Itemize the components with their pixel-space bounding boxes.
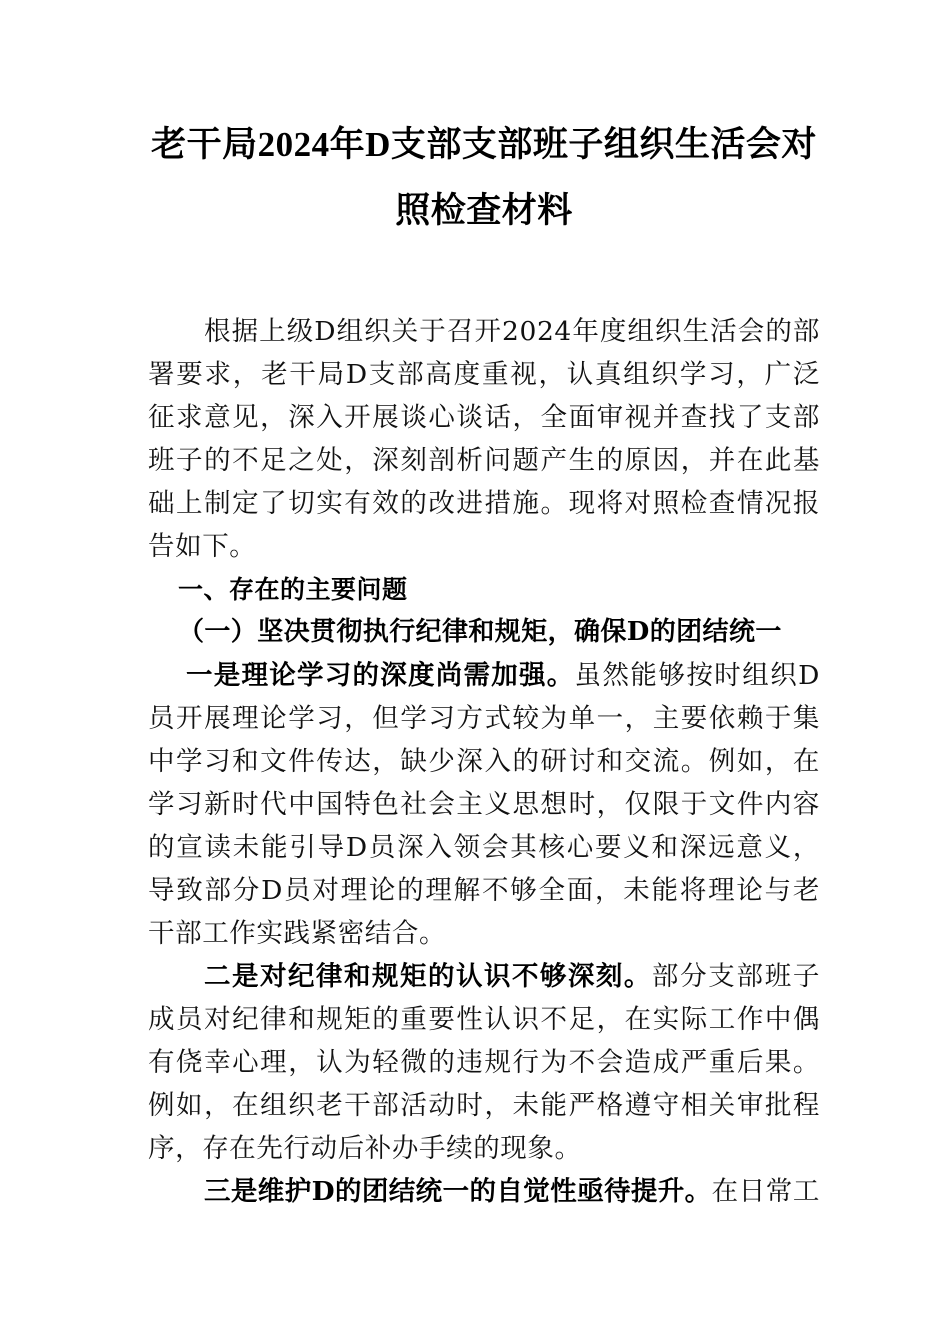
- intro-paragraph: 根据上级D组织关于召开2024年度组织生活会的部署要求，老干局D支部高度重视，认真组织学习，广泛征求意见，深入开展谈心谈话，全面审视并查找了支部班子的不足之处，深刻剖析问题产生的原因，并在此基础上制定了切实有效的改进措施。现将对照检查情况报告如下。: [148, 316, 820, 562]
- item-lead-1: 一是理论学习的深度尚需加强。: [186, 660, 575, 691]
- list-item: [148, 654, 820, 955]
- item-text-1: 虽然能够按时组织D员开展理论学习，但学习方式较为单一，主要依赖于集中学习和文件传达，缺少深入的研讨和交流。例如，在学习新时代中国特色社会主义思想时，仅限于文件内容的宣读未能引导D员深入领会其核心要义和深远意义，导致部分D员对理论的理解不够全面，未能将理论与老干部工作实践紧密结合。: [148, 660, 820, 949]
- page-title: 老干局2024年D支部支部班子组织生活会对照检查材料: [151, 125, 817, 230]
- item-lead-2: 二是对纪律和规矩的认识不够深刻。: [204, 961, 652, 992]
- list-item: [148, 1170, 820, 1213]
- item-text-3: 在日常工: [711, 1176, 820, 1207]
- subsection-heading-1: （一）坚决贯彻执行纪律和规矩，确保D的团结统一: [178, 617, 782, 647]
- item-text-2: 部分支部班子成员对纪律和规矩的重要性认识不足，在实际工作中偶有侥幸心理，认为轻微的违规行为不会造成严重后果。例如，在组织老干部活动时，未能严格遵守相关审批程序，存在先行动后补办手续的现象。: [148, 961, 820, 1164]
- list-item: [148, 955, 820, 1170]
- item-lead-3: 三是维护D的团结统一的自觉性亟待提升。: [204, 1176, 712, 1207]
- document-content: [148, 0, 820, 1213]
- section-heading-1: 一、存在的主要问题: [178, 575, 408, 604]
